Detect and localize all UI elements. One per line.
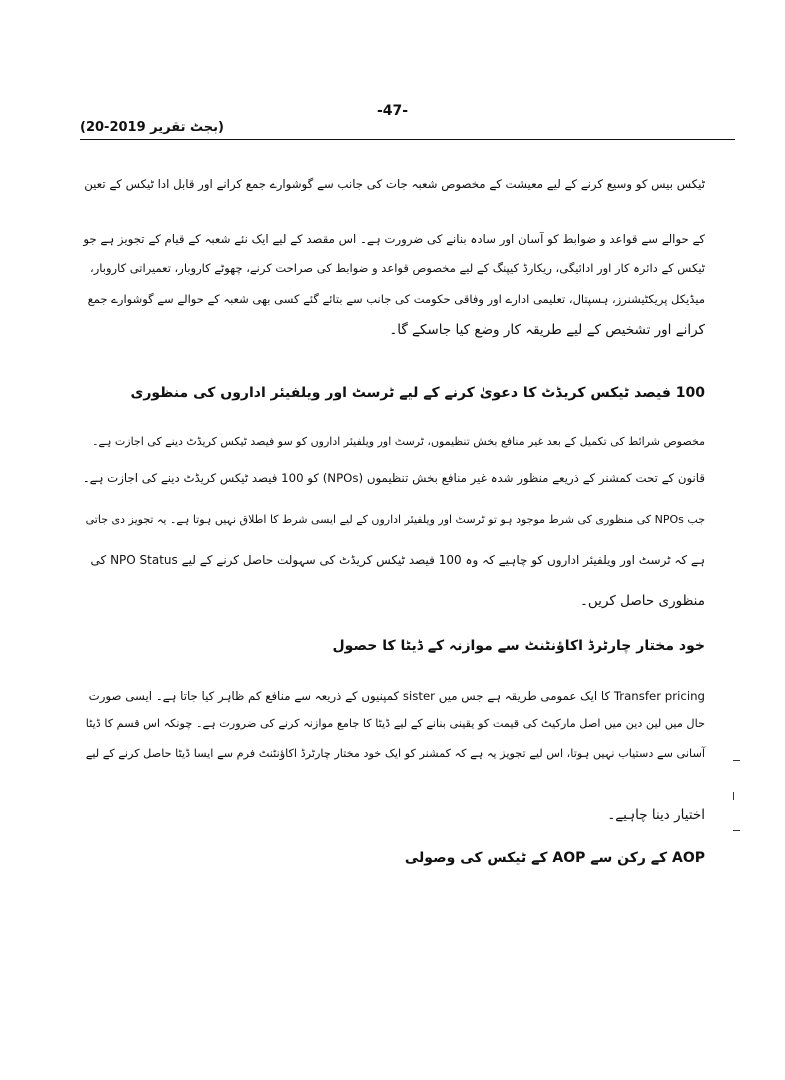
- paragraph-line: آسانی سے دستیاب نہیں ہوتا، اس لیے تجویز یہ ہے کہ کمشنر کو ایک خود مختار چارٹرڈ اکاؤنٹنٹ فرم سے ایسا ڈیٹا حاصل کرنے کے لیے: [85, 747, 705, 760]
- page-number: -47-: [376, 103, 409, 119]
- paragraph-line: مخصوص شرائط کی تکمیل کے بعد غیر منافع بخش تنظیموں، ٹرسٹ اور ویلفیئر اداروں کو سو فیصد ٹیکس کریڈٹ دینے کی اجازت ہے۔: [92, 435, 705, 448]
- running-header: (بجٹ تقریر 2019-20): [80, 120, 224, 135]
- paragraph-line: Transfer pricing کا ایک عمومی طریقہ ہے جس میں sister کمپنیوں کے ذریعہ سے منافع کم ظاہر کیا جاتا ہے۔ ایسی صورت: [88, 689, 705, 703]
- paragraph-line: کے حوالے سے قواعد و ضوابط کو آسان اور سادہ بنانے کی ضرورت ہے۔ اس مقصد کے لیے ایک نئے شعبہ کے قیام کے تجویز ہے جو: [83, 232, 705, 246]
- paragraph-line: اختیار دینا چاہیے۔: [607, 807, 705, 823]
- paragraph-line: ہے کہ ٹرسٹ اور ویلفیئر اداروں کو چاہیے کہ وہ 100 فیصد ٹیکس کریڈٹ کی سہولت حاصل کرنے کے لیے NPO Status کی: [90, 553, 705, 567]
- paragraph-line: ٹیکس بیس کو وسیع کرنے کے لیے معیشت کے مخصوص شعبہ جات کی جانب سے گوشوارے جمع کرانے اور قابل ادا ٹیکس کے تعین: [84, 177, 705, 191]
- paragraph-line: کرانے اور تشخیص کے لیے طریقہ کار وضع کیا جاسکے گا۔: [389, 322, 705, 338]
- margin-mark: [733, 760, 740, 761]
- paragraph-line: میڈیکل پریکٹیشنرز، ہسپتال، تعلیمی ادارے اور وفاقی حکومت کی جانب سے بتائے گئے کسی بھی شعبہ کے حوالے سے گوشوارے جمع: [87, 292, 705, 306]
- paragraph-line: حال میں لین دین میں اصل مارکیٹ کی قیمت کو یقینی بنانے کے لیے ڈیٹا کا جامع موازنہ کرنے کی ضرورت ہے۔ چونکہ اس قسم کا ڈیٹا: [85, 717, 705, 730]
- paragraph-line: جب NPOs کی منظوری کی شرط موجود ہو تو ٹرسٹ اور ویلفیئر اداروں کے لیے ایسی شرط کا اطلاق نہیں ہوتا ہے۔ یہ تجویز دی جاتی: [85, 513, 705, 526]
- section-heading: خود مختار چارٹرڈ اکاؤنٹنٹ سے موازنہ کے ڈیٹا کا حصول: [332, 638, 705, 654]
- paragraph-line: منظوری حاصل کریں۔: [580, 593, 705, 609]
- paragraph-line: ٹیکس کے دائرہ کار اور ادائیگی، ریکارڈ کیپنگ کے لیے مخصوص قواعد و ضوابط کی صراحت کرنے، چھوٹے کاروبار، تعمیراتی کاروبار،: [90, 261, 705, 275]
- paragraph-line: قانون کے تحت کمشنر کے ذریعے منظور شدہ غیر منافع بخش تنظیموں (NPOs) کو 100 فیصد ٹیکس کریڈٹ دینے کی اجازت ہے۔: [82, 471, 705, 485]
- section-heading: AOP کے رکن سے AOP کے ٹیکس کی وصولی: [404, 850, 705, 866]
- margin-mark: [733, 792, 734, 800]
- margin-mark: [733, 830, 740, 831]
- header-rule: [80, 139, 735, 140]
- section-heading: 100 فیصد ٹیکس کریڈٹ کا دعویٰ کرنے کے لیے ٹرسٹ اور ویلفیئر اداروں کی منظوری: [130, 385, 705, 401]
